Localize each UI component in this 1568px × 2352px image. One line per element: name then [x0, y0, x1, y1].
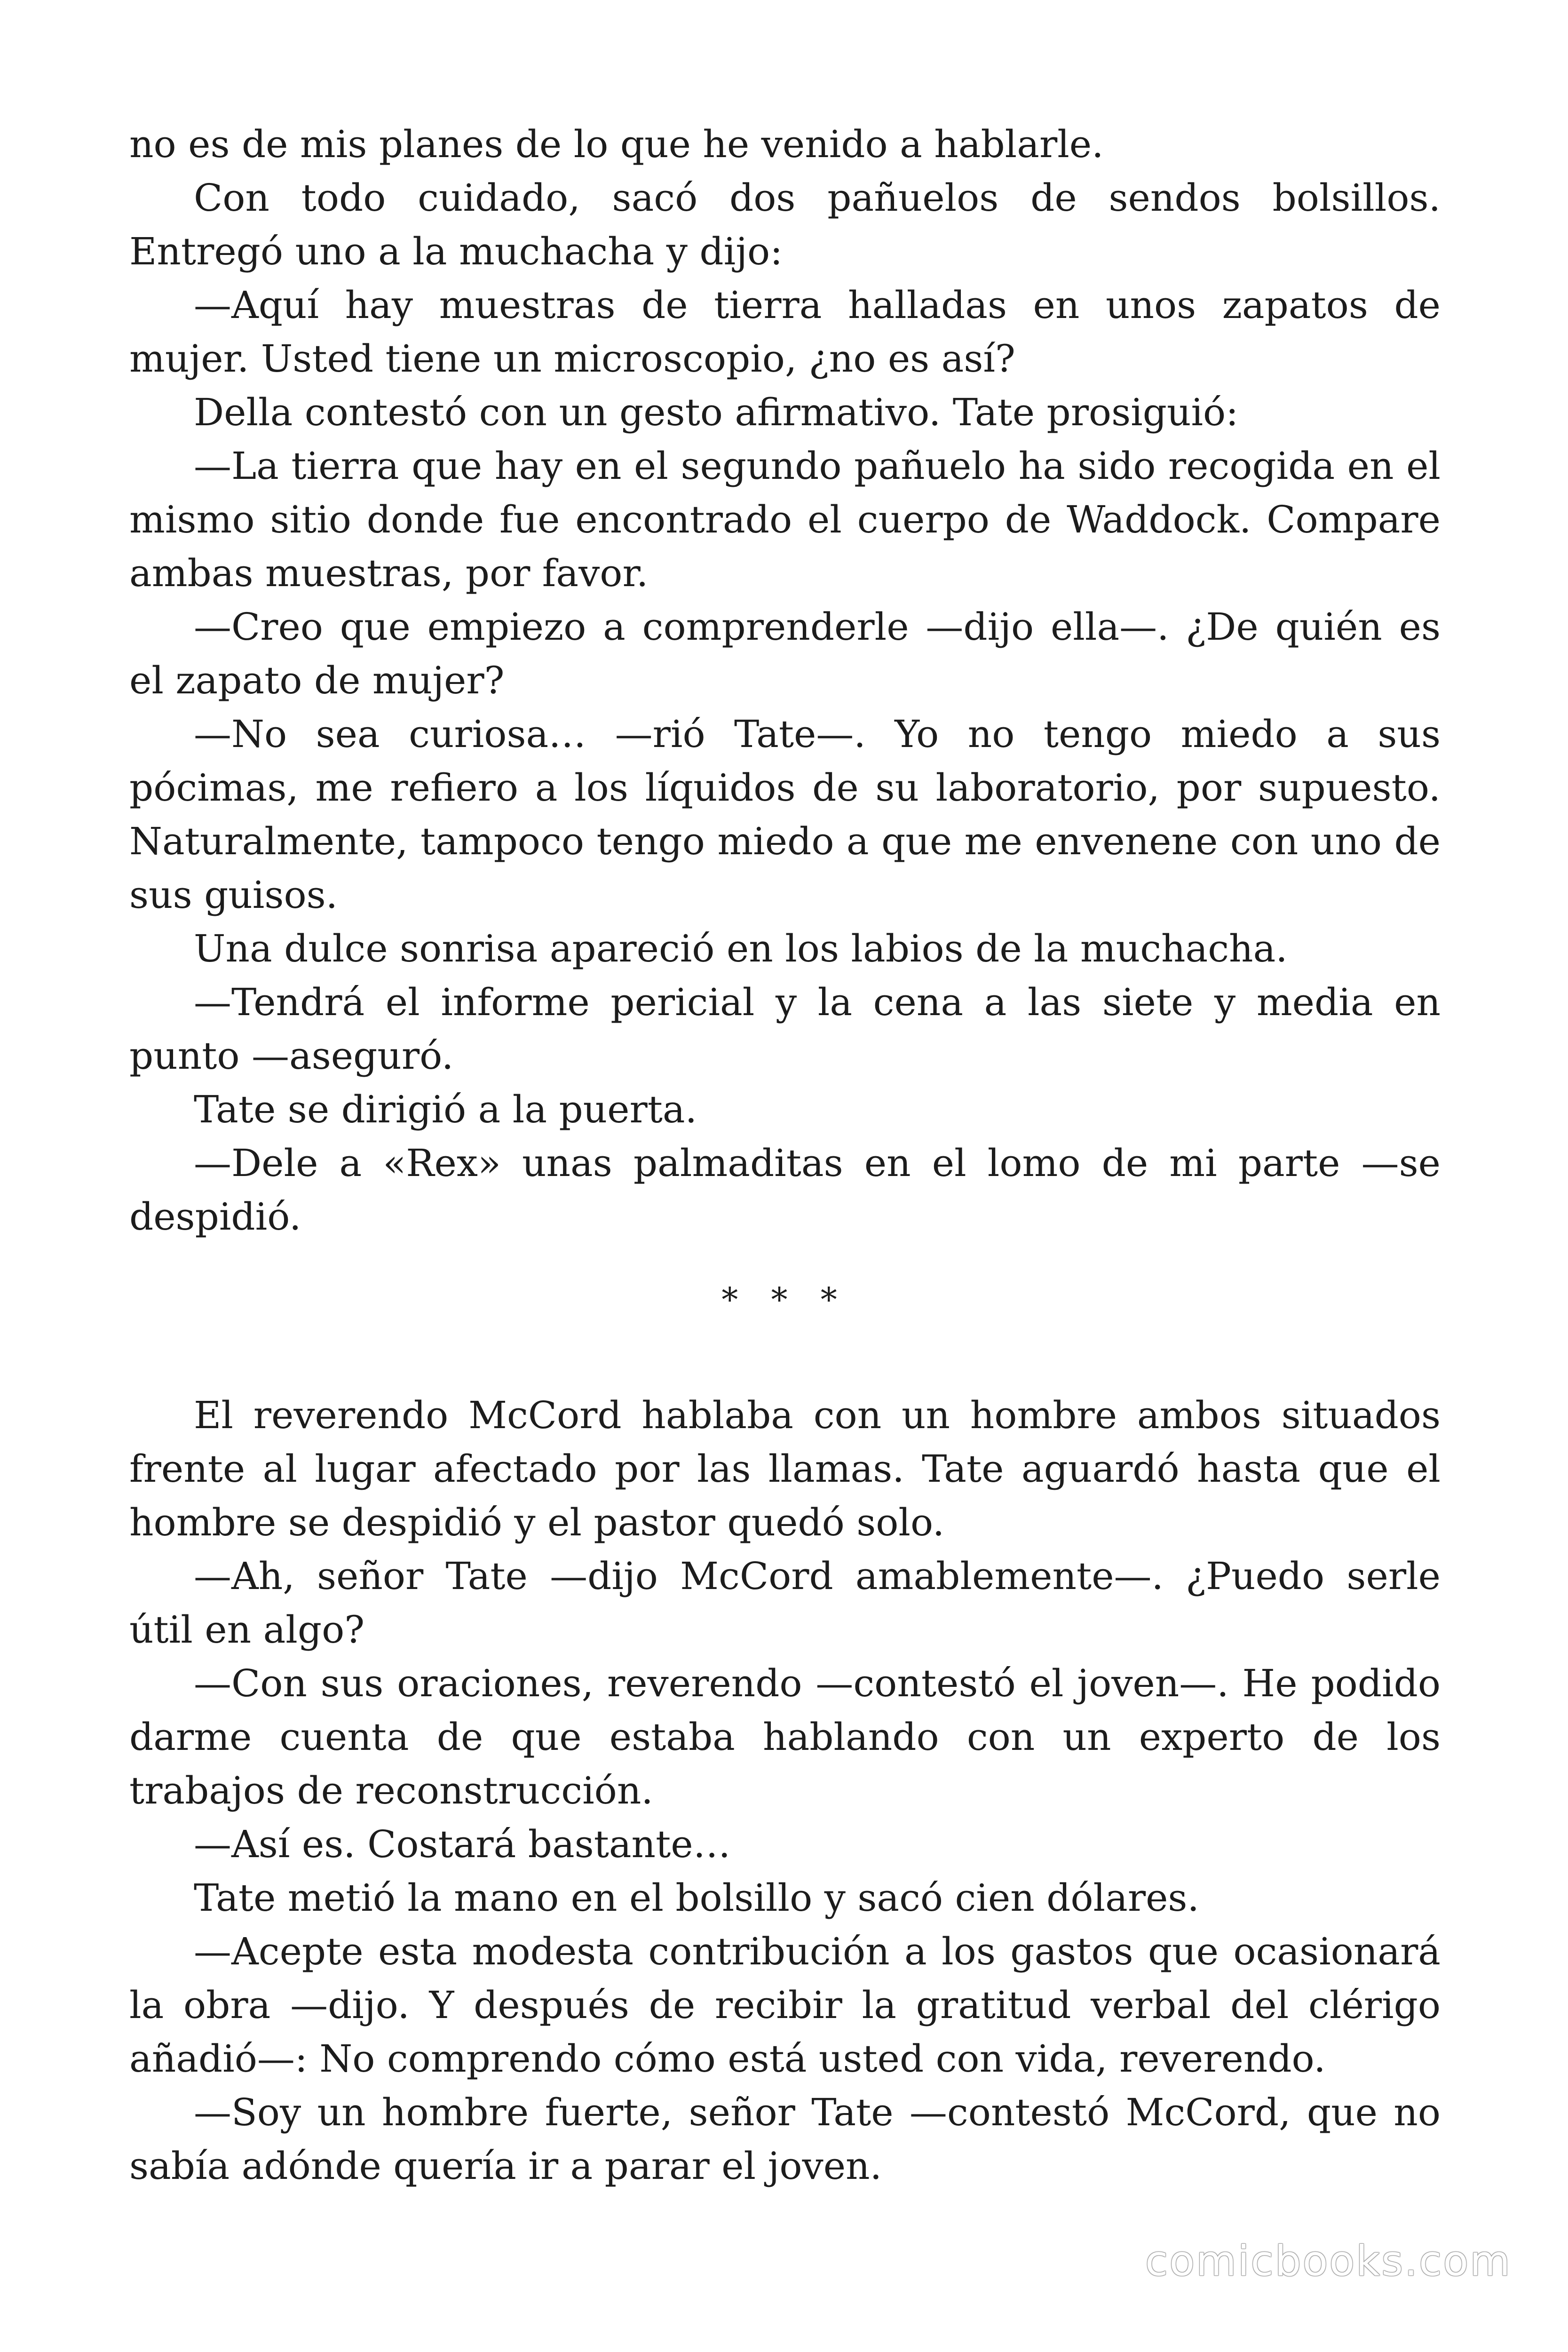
paragraph: no es de mis planes de lo que he venido a hablarle.	[129, 122, 1104, 166]
paragraph: —La tierra que hay en el segundo pañuelo ha sido recogida en el mismo sitio donde fue encontrado el cuerpo de Waddock. Compare ambas muestras, por favor.	[129, 444, 1441, 595]
paragraph: Della contestó con un gesto afirmativo. Tate prosiguió:	[194, 390, 1239, 434]
watermark: comicbooks.com	[1145, 2237, 1512, 2285]
paragraph: —Así es. Costará bastante…	[194, 1822, 731, 1866]
section-2	[129, 1389, 1441, 2193]
paragraph: —Ah, señor Tate —dijo McCord amablemente—. ¿Puedo serle útil en algo?	[129, 1554, 1441, 1652]
paragraph: Con todo cuidado, sacó dos pañuelos de sendos bolsillos. Entregó uno a la muchacha y dijo:	[129, 176, 1441, 273]
section-separator: * * *	[721, 1280, 848, 1319]
paragraph: —Aquí hay muestras de tierra halladas en unos zapatos de mujer. Usted tiene un microscopio, ¿no es así?	[129, 283, 1441, 381]
paragraph: —Acepte esta modesta contribución a los gastos que ocasionará la obra —dijo. Y después de recibir la gratitud verbal del clérigo añadió—: No comprendo cómo está usted con vida, reverendo.	[129, 1930, 1441, 2081]
paragraph: El reverendo McCord hablaba con un hombre ambos situados frente al lugar afectado por las llamas. Tate aguardó hasta que el hombre se despidió y el pastor quedó solo.	[129, 1393, 1441, 1544]
paragraph: Tate se dirigió a la puerta.	[194, 1088, 697, 1131]
section-1	[129, 118, 1441, 1244]
paragraph: —Dele a «Rex» unas palmaditas en el lomo de mi parte —se despidió.	[129, 1141, 1441, 1239]
paragraph: —Creo que empiezo a comprenderle —dijo ella—. ¿De quién es el zapato de mujer?	[129, 605, 1441, 702]
paragraph: —Soy un hombre fuerte, señor Tate —contestó McCord, que no sabía adónde quería ir a parar el joven.	[129, 2090, 1441, 2188]
paragraph: Una dulce sonrisa apareció en los labios de la muchacha.	[194, 927, 1288, 970]
paragraph: —Con sus oraciones, reverendo —contestó el joven—. He podido darme cuenta de que estaba hablando con un experto de los trabajos de reconstrucción.	[129, 1661, 1441, 1812]
paragraph: Tate metió la mano en el bolsillo y sacó cien dólares.	[194, 1876, 1199, 1920]
paragraph: —Tendrá el informe pericial y la cena a las siete y media en punto —aseguró.	[129, 980, 1441, 1078]
book-page	[129, 118, 1441, 2193]
paragraph: —No sea curiosa… —rió Tate—. Yo no tengo miedo a sus pócimas, me refiero a los líquidos de su laboratorio, por supuesto. Naturalmente, tampoco tengo miedo a que me envenene con uno de sus guisos.	[129, 712, 1441, 917]
